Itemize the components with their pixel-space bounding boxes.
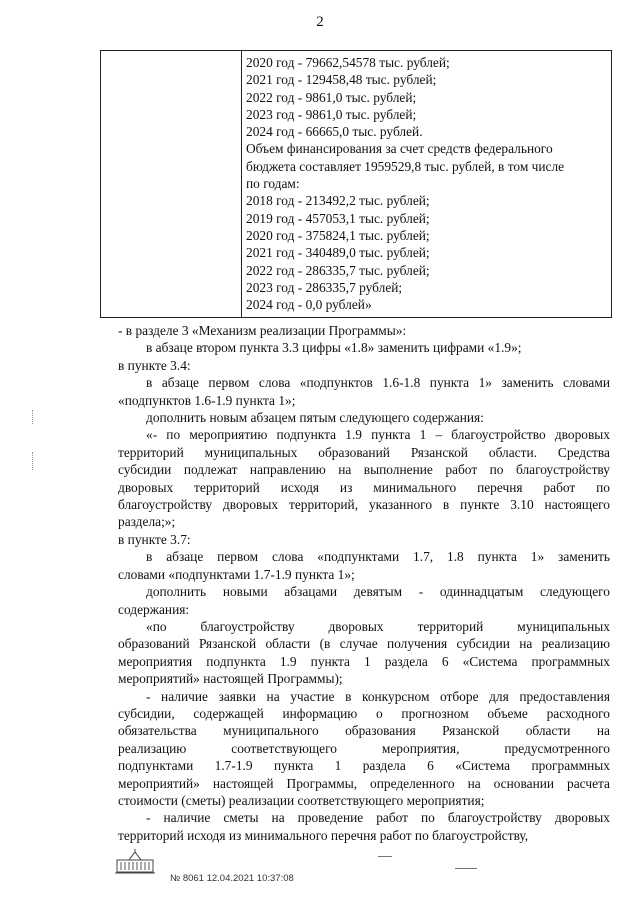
financing-line: 2020 год - 375824,1 тыс. рублей; [246,227,430,243]
financing-line: 2021 год - 129458,48 тыс. рублей; [246,72,437,88]
financing-line: бюджета составляет 1959529,8 тыс. рублей, в том числе [246,158,565,174]
paragraph [118,322,610,339]
paragraph [118,374,610,409]
text-line: раздела;»; [118,514,176,530]
financing-line: 2024 год - 66665,0 тыс. рублей. [246,124,423,140]
financing-line: по годам: [246,176,300,192]
text-line: реализацию соответствующего мероприятия, предусмотренного [118,740,610,756]
text-line: мероприятий» настоящей Программы); [118,671,343,687]
paragraph [118,531,610,548]
margin-scan-mark [32,452,39,470]
text-line: в абзаце втором пункта 3.3 цифры «1.8» заменить цифрами «1.9»; [146,340,522,356]
text-line: в пункте 3.7: [118,531,191,547]
text-line: благоустройству дворовых территорий, указанного в пункте 3.10 настоящего [118,497,610,513]
paragraph [118,548,610,583]
margin-scan-mark [32,410,39,424]
text-line: - в разделе 3 «Механизм реализации Программы»: [118,323,407,338]
text-line: содержания: [118,601,190,617]
text-line: дворовых территорий исходя из минимального перечня работ по [118,479,610,495]
paragraph [118,357,610,374]
financing-line: 2019 год - 457053,1 тыс. рублей; [246,210,430,226]
text-line: - наличие заявки на участие в конкурсном отборе для предоставления [146,688,610,704]
paragraph [118,409,610,426]
text-line: «по благоустройству дворовых территорий муниципальных [146,618,610,634]
text-line: субсидии, содержащей информацию о прогнозном объеме расходного [118,705,610,721]
scan-noise [455,868,477,869]
financing-line: 2023 год - 286335,7 рублей; [246,279,403,295]
financing-table [100,50,612,318]
text-line: дополнить новым абзацем пятым следующего содержания: [146,410,484,426]
text-line: словами «подпунктами 1.7-1.9 пункта 1»; [118,566,355,582]
scan-noise [378,856,392,857]
text-line: в абзаце первом слова «подпунктами 1.7, 1.8 пункта 1» заменить [146,549,610,565]
financing-table-right-cell [242,51,611,317]
paragraph [118,426,610,530]
financing-line: 2021 год - 340489,0 тыс. рублей; [246,245,430,261]
footer-stamp: № 8061 12.04.2021 10:37:08 [170,873,294,884]
text-line: в пункте 3.4: [118,357,191,373]
text-line: в абзаце первом слова «подпунктов 1.6-1.8 пункта 1» заменить словами [146,375,610,391]
text-line: - наличие сметы на проведение работ по благоустройству дворовых [146,810,610,826]
text-line: образований Рязанской области (в случае получения субсидии на реализацию [118,636,610,652]
text-line: мероприятия подпункта 1.9 пункта 1 раздела 6 «Система программных [118,653,610,669]
financing-line: 2020 год - 79662,54578 тыс. рублей; [246,55,450,70]
paragraph [118,339,610,356]
text-line: подпунктами 1.7-1.9 пункта 1 раздела 6 «Система программных [118,758,610,774]
paragraph [118,583,610,618]
financing-line: 2024 год - 0,0 рублей» [246,297,372,313]
text-line: дополнить новыми абзацами девятым - одиннадцатым следующего [146,584,610,600]
text-line: стоимости (сметы) реализации соответствующего мероприятия; [118,792,485,808]
financing-line: 2018 год - 213492,2 тыс. рублей; [246,193,430,209]
text-line: мероприятий» настоящей Программы, определенного на основании расчета [118,775,610,791]
financing-line: Объем финансирования за счет средств федерального [246,141,553,157]
financing-line: 2022 год - 9861,0 тыс. рублей; [246,89,417,105]
document-body [118,322,610,844]
financing-line: 2023 год - 9861,0 тыс. рублей; [246,106,417,122]
text-line: территорий муниципальных образований Рязанской области. Средства [118,444,610,460]
building-logo-icon [115,848,155,874]
text-line: «- по мероприятию подпункта 1.9 пункта 1 – благоустройство дворовых [146,427,610,443]
text-line: обязательства муниципального образования Рязанской области на [118,723,610,739]
paragraph [118,688,610,810]
page-number: 2 [316,14,324,30]
financing-table-left-cell [101,51,242,317]
text-line: «подпунктов 1.6-1.9 пункта 1»; [118,392,296,408]
paragraph [118,618,610,688]
financing-line: 2022 год - 286335,7 тыс. рублей; [246,262,430,278]
text-line: территорий исходя из минимального перечня работ по благоустройству, [118,827,529,843]
paragraph [118,809,610,844]
text-line: субсидии подлежат направлению на выполнение работ по благоустройству [118,462,610,478]
